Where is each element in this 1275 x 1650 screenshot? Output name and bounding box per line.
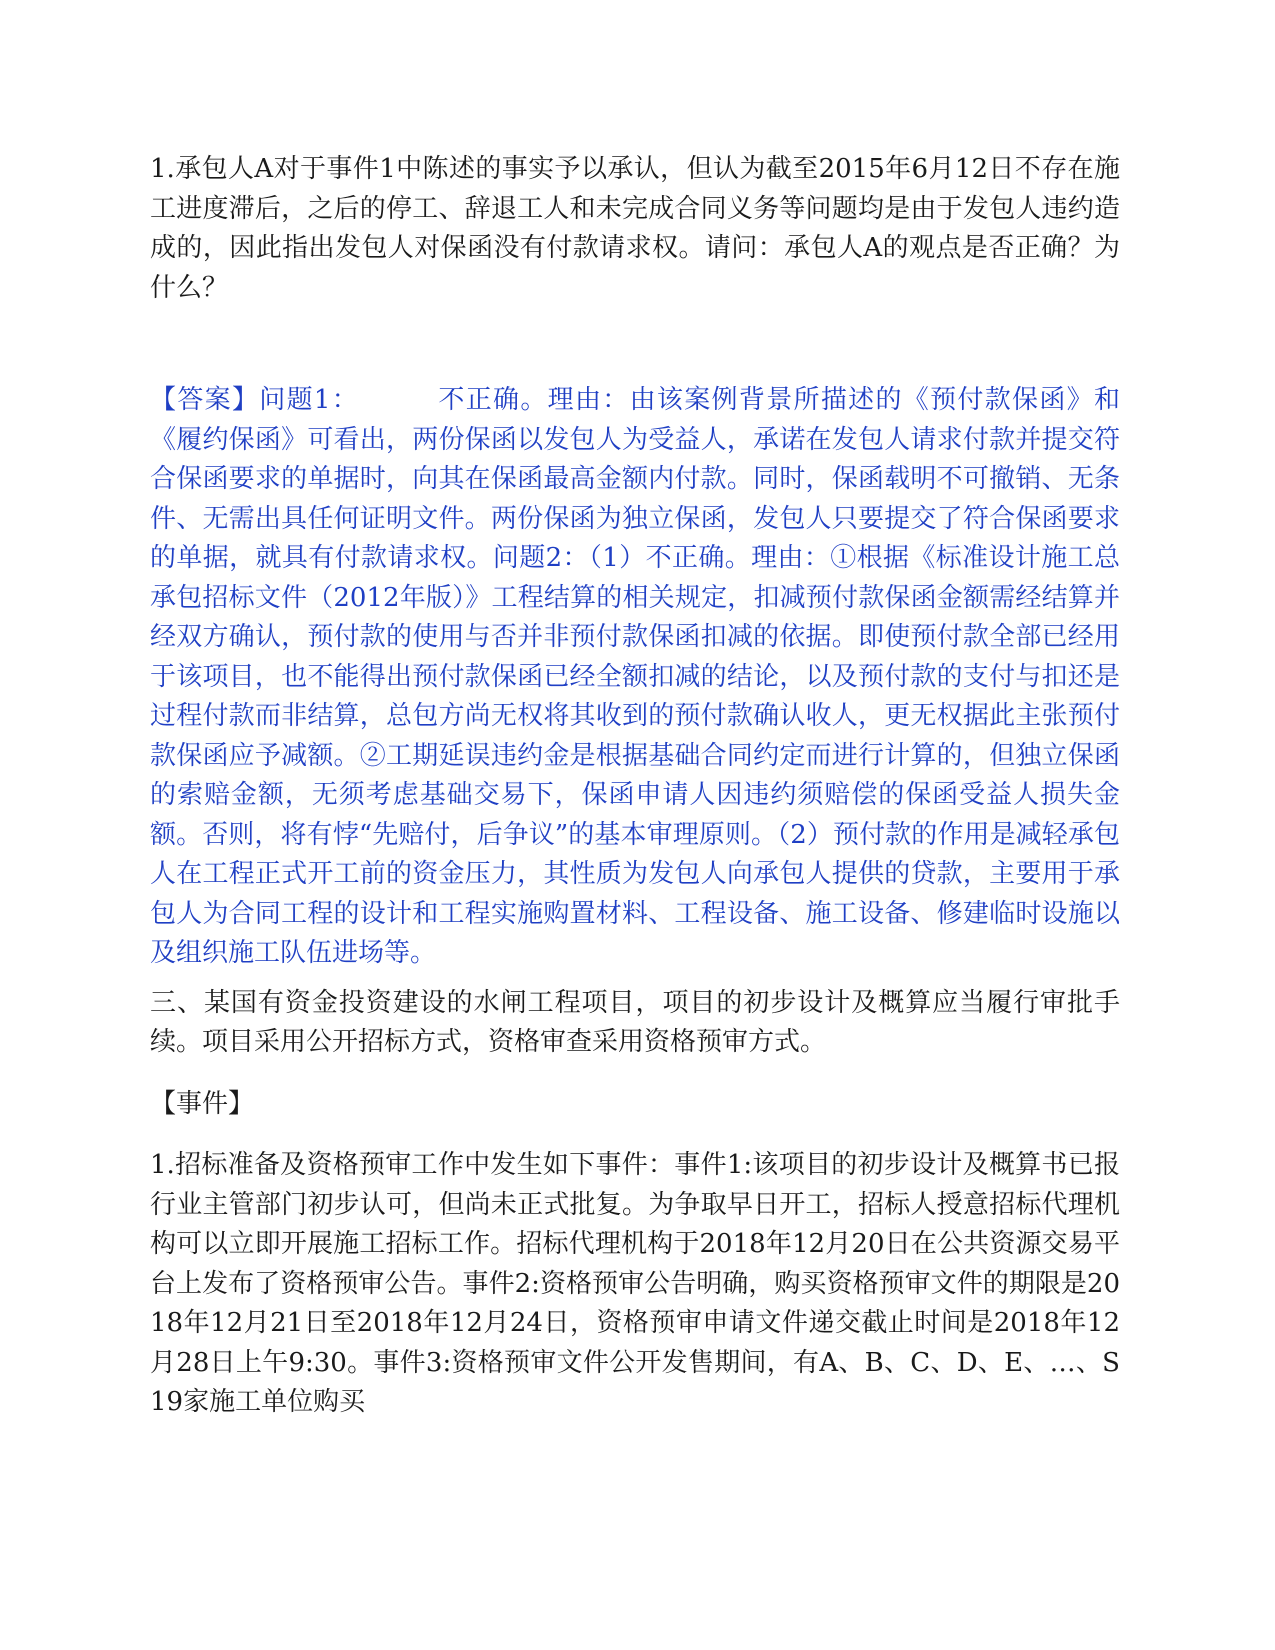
events-paragraph: 1.招标准备及资格预审工作中发生如下事件：事件1:该项目的初步设计及概算书已报行业主管部门初步认可，但尚未正式批复。为争取早日开工，招标人授意招标代理机构可以立即开展施工招标工作。招标代理机构于2018年12月20日在公共资源交易平台上发布了资格预审公告。事件2:资格预审公告明确，购买资格预审文件的期限是2018年12月21日至2018年12月24日，资格预审申请文件递交截止时间是2018年12月28日上午9:30。事件3:资格预审文件公开发售期间，有A、B、C、D、E、…、S19家施工单位购买 (150, 1150, 1120, 1417)
events-heading: 【事件】 (150, 1088, 255, 1119)
answer-body: 不正确。理由：由该案例背景所描述的《预付款保函》和《履约保函》可看出，两份保函以发包人为受益人，承诺在发包人请求付款并提交符合保函要求的单据时，向其在保函最高金额内付款。同时，保函载明不可撤销、无条件、无需出具任何证明文件。两份保函为独立保函，发包人只要提交了符合保函要求的单据，就具有付款请求权。问题2：（1）不正确。理由：①根据《标准设计施工总承包招标文件（2012年版）》工程结算的相关规定，扣减预付款保函金额需经结算并经双方确认，预付款的使用与否并非预付款保函扣减的依据。即使预付款全部已经用于该项目，也不能得出预付款保函已经全额扣减的结论，以及预付款的支付与扣还是过程付款而非结算，总包方尚无权将其收到的预付款确认收人，更无权据此主张预付款保函应予减额。②工期延误违约金是根据基础合同约定而进行计算的，但独立保函的索赔金额，无须考虑基础交易下，保函申请人因违约须赔偿的保函受益人损失金额。否则，将有悖“先赔付，后争议”的基本审理原则。（2）预付款的作用是减轻承包人在工程正式开工前的资金压力，其性质为发包人向承包人提供的贷款，主要用于承包人为合同工程的设计和工程实施购置材料、工程设备、施工设备、修建临时设施以及组织施工队伍进场等。 (150, 385, 1120, 968)
answer-label: 【答案】问题1： (150, 385, 360, 415)
answer-paragraph (150, 381, 1120, 974)
question-paragraph: 1.承包人A对于事件1中陈述的事实予以承认，但认为截至2015年6月12日不存在施工进度滞后，之后的停工、辞退工人和未完成合同义务等问题均是由于发包人违约造成的，因此指出发包人对保函没有付款请求权。请问：承包人A的观点是否正确？为什么？ (150, 154, 1120, 303)
document-page (150, 150, 1120, 1423)
section-paragraph: 三、某国有资金投资建设的水闸工程项目，项目的初步设计及概算应当履行审批手续。项目采用公开招标方式，资格审查采用资格预审方式。 (150, 987, 1120, 1057)
